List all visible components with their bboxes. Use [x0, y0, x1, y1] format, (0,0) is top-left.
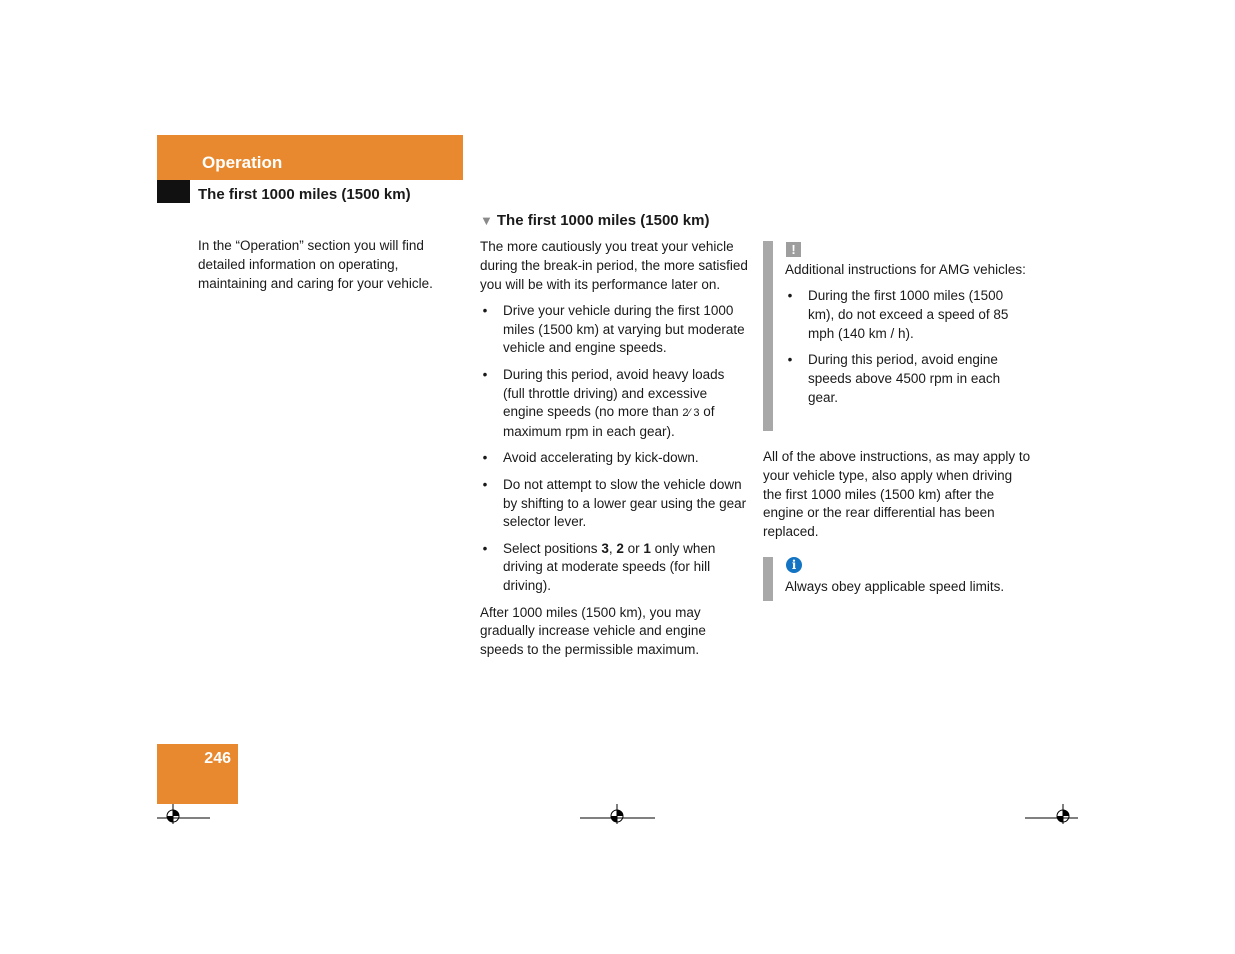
intro-paragraph: In the “Operation” section you will find detailed information on operating, maintaining and caring for your vehicle. — [198, 238, 433, 291]
list-item-text: only when driving at moderate speeds (for hill driving). — [503, 540, 716, 594]
list-item-text: During this period, avoid engine speeds above 4500 rpm in each gear. — [808, 352, 1001, 405]
list-item — [480, 366, 748, 442]
section-title: Operation — [202, 153, 283, 172]
closing-paragraph: After 1000 miles (1500 km), you may gradually increase vehicle and engine speeds to the permissible maximum. — [480, 604, 706, 658]
bullet-icon: • — [787, 352, 793, 368]
note-bar — [763, 241, 773, 431]
instruction-list — [480, 302, 748, 596]
list-item — [480, 302, 748, 358]
list-item — [480, 449, 748, 468]
subsection-title: The first 1000 miles (1500 km) — [198, 186, 411, 203]
info-icon: i — [786, 557, 802, 573]
section-heading — [480, 211, 748, 230]
info-text: Always obey applicable speed limits. — [785, 579, 1005, 594]
list-item-text: Drive your vehicle during the first 1000 miles (1500 km) at varying but moderate vehicle and engine speeds. — [503, 302, 745, 356]
section-heading-text: The first 1000 miles (1500 km) — [496, 212, 710, 229]
crop-mark-icon — [157, 802, 213, 824]
separator: , — [608, 540, 617, 556]
warning-icon: ! — [786, 242, 801, 257]
page-number-box — [157, 744, 238, 804]
section-header-bar — [157, 135, 463, 180]
subsection-marker — [157, 180, 190, 203]
bullet-icon: • — [482, 540, 488, 556]
triangle-down-icon: ▼ — [480, 213, 493, 228]
bullet-icon: • — [482, 366, 488, 382]
note-bar — [763, 557, 773, 601]
crop-mark-icon — [579, 802, 657, 824]
fraction: 2⁄ 3 — [682, 407, 700, 420]
gear-position: 2 — [616, 540, 624, 556]
bullet-icon: • — [787, 288, 793, 304]
list-item-text: Avoid accelerating by kick-down. — [503, 450, 699, 466]
list-item-text: During the first 1000 miles (1500 km), do not exceed a speed of 85 mph (140 km / h). — [808, 288, 1009, 341]
separator: or — [623, 540, 644, 556]
bullet-icon: • — [482, 476, 488, 492]
bullet-icon: • — [482, 302, 488, 318]
page-number: 246 — [204, 750, 231, 767]
list-item — [480, 540, 748, 596]
list-item-text: During this period, avoid heavy loads (full throttle driving) and excessive engine speeds (no more than — [503, 366, 725, 420]
main-column — [480, 211, 748, 667]
gear-position: 1 — [643, 540, 651, 556]
list-item-text: Do not attempt to slow the vehicle down by shifting to a lower gear using the gear selector lever. — [503, 476, 747, 530]
list-item-text: Select positions — [503, 540, 602, 556]
warning-intro: Additional instructions for AMG vehicles: — [785, 262, 1026, 277]
warning-list — [785, 287, 1028, 407]
list-item — [785, 351, 1028, 407]
list-item-text: of maximum rpm in each gear). — [503, 404, 715, 440]
warning-content — [785, 261, 1028, 415]
list-item — [480, 476, 748, 532]
bullet-icon: • — [482, 450, 488, 466]
applicability-paragraph: All of the above instructions, as may apply to your vehicle type, also apply when driving the first 1000 miles (1500 km) after the engine or the rear differential has been replaced. — [763, 449, 1031, 540]
crop-mark-icon — [1023, 802, 1079, 824]
lead-paragraph: The more cautiously you treat your vehicle during the break-in period, the more satisfied you will be with its performance later on. — [480, 239, 748, 292]
list-item — [785, 287, 1028, 343]
gear-position: 3 — [601, 540, 609, 556]
